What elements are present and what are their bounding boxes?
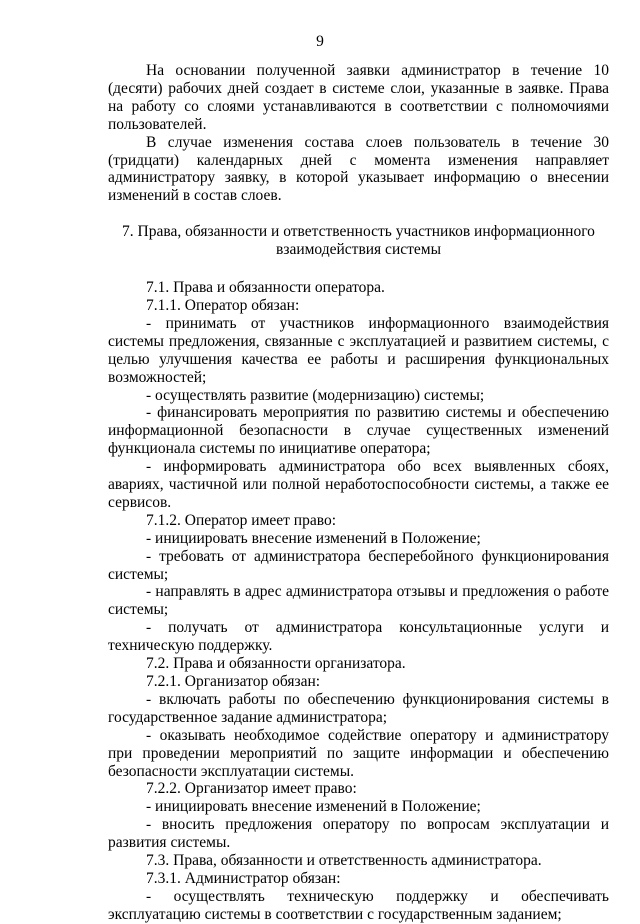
list-item: - получать от администратора консультационные услуги и техническую поддержку. (108, 619, 609, 655)
list-item: - осуществлять техническую поддержку и обеспечивать эксплуатацию системы в соответствии с государственным заданием; (108, 887, 609, 923)
paragraph: На основании полученной заявки администратор в течение 10 (десяти) рабочих дней создает в системе слои, указанные в заявке. Права на работу со слоями устанавливаются в соответствии с полномочиями пользователей. (108, 62, 609, 133)
section-heading: 7. Права, обязанности и ответственность участников информационного взаимодействия системы (122, 223, 595, 259)
paragraph: В случае изменения состава слоев пользователь в течение 30 (тридцати) календарных дней с момента изменения направляет администратору заявку, в которой указывает информацию о внесении изменений в состав слоев. (108, 133, 609, 205)
list-item: - вносить предложения оператору по вопросам эксплуатации и развития системы. (108, 816, 609, 852)
clause-title: 7.2.2. Организатор имеет право: (146, 780, 357, 798)
clause-title: 7.2.1. Организатор обязан: (146, 673, 321, 690)
list-item: - включать работы по обеспечению функционирования системы в государственное задание администратора; (108, 690, 609, 726)
list-item: - оказывать необходимое содействие оператору и администратору при проведении мероприятий по защите информации и обеспечению безопасности эксплуатации системы. (108, 726, 609, 780)
page-number: 9 (316, 33, 324, 50)
clause-title: 7.1.2. Оператор имеет право: (146, 511, 336, 529)
list-item: - направлять в адрес администратора отзывы и предложения о работе системы; (108, 583, 609, 619)
list-item: - требовать от администратора бесперебойного функционирования системы; (108, 547, 609, 583)
clause-title: 7.1.1. Оператор обязан: (146, 296, 300, 314)
list-item: - инициировать внесение изменений в Положение; (146, 529, 481, 547)
subsection-title: 7.1. Права и обязанности оператора. (146, 279, 385, 297)
list-item: - осуществлять развитие (модернизацию) системы; (146, 386, 485, 404)
list-item: - принимать от участников информационного взаимодействия системы предложения, связанные с эксплуатацией и развитием системы, с целью улучшения качества ее работы и расширения функциональных возможностей; (108, 314, 609, 386)
document-body (108, 62, 609, 924)
list-item: - информировать администратора обо всех выявленных сбоях, авариях, частичной или полной неработоспособности системы, а также ее сервисов. (108, 458, 609, 511)
list-item: - инициировать внесение изменений в Положение; (146, 798, 481, 816)
subsection-title: 7.2. Права и обязанности организатора. (146, 655, 406, 673)
list-item: - финансировать мероприятия по развитию системы и обеспечению информационной безопасности в случае существенных изменений функционала системы по инициативе оператора; (108, 404, 609, 458)
clause-title: 7.3.1. Администратор обязан: (146, 869, 341, 887)
subsection-title: 7.3. Права, обязанности и ответственность администратора. (146, 852, 542, 870)
